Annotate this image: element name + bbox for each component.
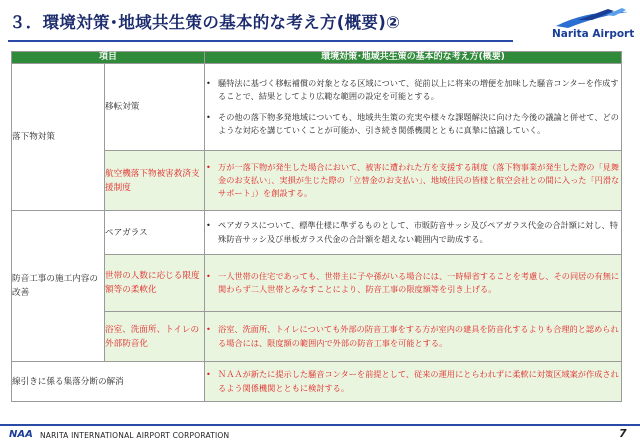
subitem-cell: ペアガラス: [105, 211, 205, 255]
description-cell: [205, 211, 622, 255]
subitem-cell: 浴室、洗面所、トイレの外部防音化: [105, 312, 205, 362]
narita-airport-logo: [548, 6, 634, 46]
bullet-item: • ペアガラスについて、標準仕様に準ずるものとして、市販防音サッシ及びペアガラス代金の合計額に対し、特殊防音サッシ及び単板ガラス代金の合計額を超えない範囲内で助成する。: [205, 219, 621, 245]
category-cell: 落下物対策: [12, 64, 105, 211]
bullet-item: • 一人世帯の住宅であっても、世帯主に子や孫がいる場合には、一時帰省することを考慮し、その同居の有無に関わらず二人世帯とみなすことにより、防音工事の限度額等を引き上げる。: [205, 270, 621, 296]
bullet-item: • ＮＡＡが新たに提示した騒音コンターを前提として、従来の運用にとらわれずに柔軟に対策区域案が作成されるよう関係機関とともに検討する。: [205, 368, 621, 394]
footer-organization: NARITA INTERNATIONAL AIRPORT CORPORATION: [40, 431, 230, 440]
description-cell: [205, 312, 622, 362]
title-underline: [8, 40, 513, 42]
bullet-item: • その他の落下物多発地域についても、地域共生策の充実や様々な課題解決に向けた今後の議論と併せて、どのような対応を講じていくことが可能か、引き続き関係機関とともに真摯に協議していく。: [205, 111, 621, 137]
subitem-cell: 移転対策: [105, 64, 205, 151]
page-number: 7: [619, 427, 627, 440]
bullet-item: • 万が一落下物が発生した場合において、被害に遭われた方を支援する制度（落下物事業が発生した際の「見舞金のお支払い」、実損が生じた際の「立替金のお支払い」、地域住民の皆様と航空会社との間に入った「円滑なサポート」）を創設する。: [205, 161, 621, 201]
description-cell: [205, 151, 622, 211]
description-cell: [205, 362, 622, 402]
page-title: ３．環境対策･地域共生策の基本的な考え方(概要)②: [9, 13, 401, 32]
column-header-item: 項目: [12, 52, 205, 64]
table-row: [12, 211, 622, 255]
table-row: [12, 362, 622, 402]
airplane-icon: [548, 6, 634, 30]
category-cell: 防音工事の施工内容の改善: [12, 211, 105, 362]
description-cell: [205, 255, 622, 312]
bullet-item: • 騒特法に基づく移転補償の対象となる区域について、従前以上に将来の増便を加味した騒音コンターを作成することで、結果としてより広範な範囲の設定を可能とする。: [205, 77, 621, 103]
column-header-description: 環境対策･地域共生策の基本的な考え方(概要): [205, 52, 622, 64]
measures-table: [11, 51, 622, 402]
category-cell: 線引きに係る集落分断の解消: [12, 362, 205, 402]
naa-logo: NAA: [9, 429, 33, 440]
footer-rule: [0, 424, 640, 426]
bullet-item: • 浴室、洗面所、トイレについても外部の防音工事をする方が室内の建具を防音化するよりも合理的と認められる場合には、限度額の範囲内で外部の防音工事を可能とする。: [205, 323, 621, 349]
description-cell: [205, 64, 622, 151]
subitem-cell: 世帯の人数に応じる限度額等の柔軟化: [105, 255, 205, 312]
subitem-cell: 航空機落下物被害救済支援制度: [105, 151, 205, 211]
logo-text: Narita Airport: [552, 28, 635, 40]
table-row: [12, 64, 622, 151]
